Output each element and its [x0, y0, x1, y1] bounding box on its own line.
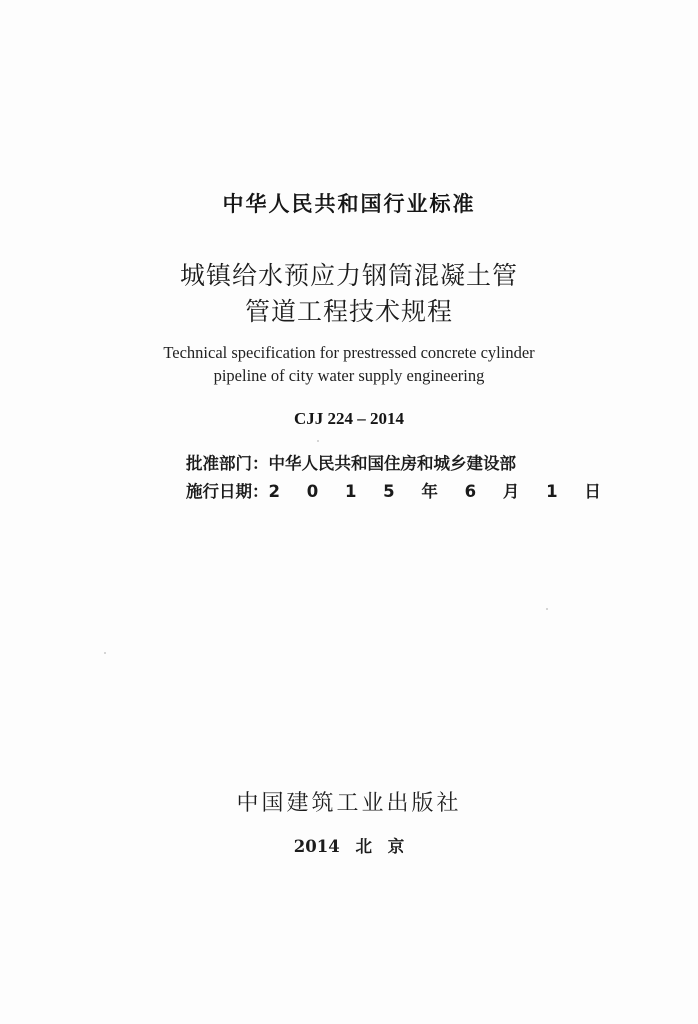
title-en-line2: pipeline of city water supply engineering [213, 366, 485, 385]
publisher-name: 中国建筑工业出版社 [236, 791, 462, 816]
effective-date-label: 施行日期： [186, 482, 269, 501]
effective-date-row [186, 478, 611, 506]
effective-date-value: 2 0 1 5 年 6 月 1 日 [268, 482, 612, 501]
approval-label: 批准部门： [186, 454, 269, 473]
title-cn-line1: 城镇给水预应力钢筒混凝土管 [179, 261, 518, 290]
title-cn-line2: 管道工程技术规程 [244, 297, 453, 326]
title-en-line1: Technical specification for prestressed concrete cylinder [163, 343, 535, 362]
scan-speck [317, 440, 319, 442]
scan-speck [104, 652, 106, 654]
publication-place-year: 2014 北 京 [293, 837, 405, 856]
scan-speck [546, 608, 548, 610]
standard-code: CJJ 224 – 2014 [293, 409, 405, 428]
approval-value: 中华人民共和国住房和城乡建设部 [268, 454, 516, 473]
approval-info [186, 450, 611, 506]
approval-row [186, 450, 611, 478]
standard-category: 中华人民共和国行业标准 [222, 192, 476, 216]
